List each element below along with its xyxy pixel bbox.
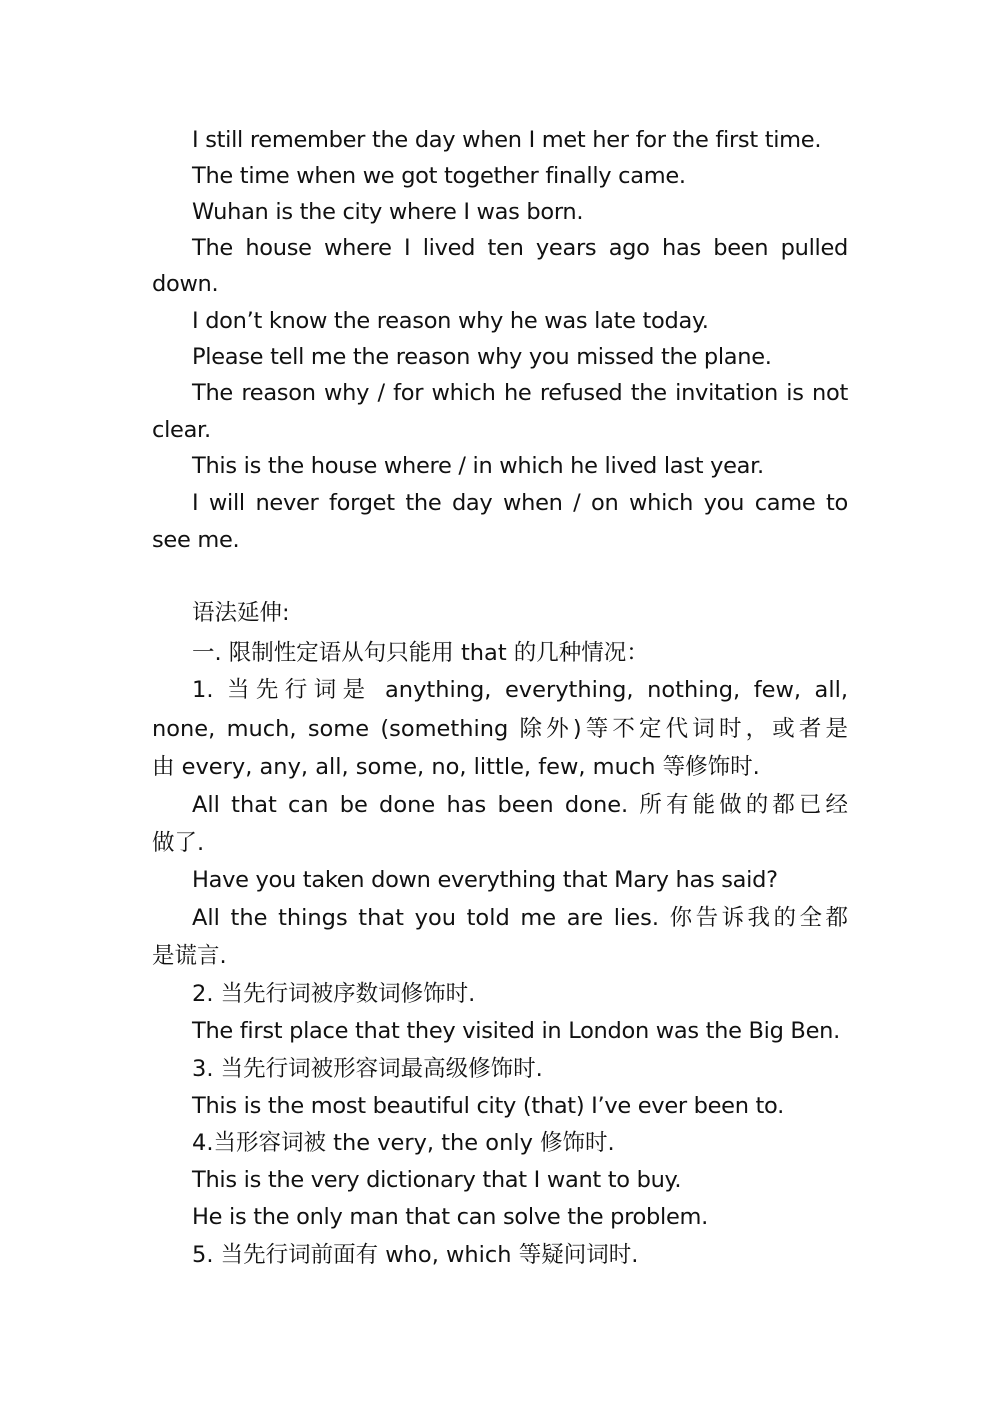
example-sentence: All that can be done has been done. 所有能做的都已经 — [192, 792, 848, 818]
rule-item: 3. 当先行词被形容词最高级修饰时. — [192, 1056, 543, 1082]
example-sentence-continuation: see me. — [152, 527, 240, 553]
example-sentence: Have you taken down everything that Mary has said? — [192, 867, 778, 893]
example-sentence: I will never forget the day when / on which you came to — [192, 490, 848, 516]
example-sentence: The house where I lived ten years ago has been pulled — [192, 235, 848, 261]
example-sentence: I don’t know the reason why he was late today. — [192, 308, 709, 334]
example-sentence: The reason why / for which he refused the invitation is not — [192, 380, 848, 406]
rule-item-continuation: 由 every, any, all, some, no, little, few, much 等修饰时. — [152, 754, 760, 780]
rule-item: 2. 当先行词被序数词修饰时. — [192, 981, 476, 1007]
section-subheading: 一. 限制性定语从句只能用 that 的几种情况： — [192, 640, 649, 666]
example-sentence: Wuhan is the city where I was born. — [192, 199, 584, 225]
rule-item: 4.当形容词被 the very, the only 修饰时. — [192, 1130, 615, 1156]
example-sentence: Please tell me the reason why you missed the plane. — [192, 344, 772, 370]
section-heading: 语法延伸: — [192, 600, 290, 626]
example-sentence: He is the only man that can solve the problem. — [192, 1204, 708, 1230]
example-sentence: All the things that you told me are lies. 你告诉我的全都 — [192, 905, 848, 931]
example-sentence-continuation: 做了. — [152, 830, 205, 856]
example-sentence-continuation: down. — [152, 271, 219, 297]
example-sentence: The first place that they visited in London was the Big Ben. — [192, 1018, 840, 1044]
example-sentence-continuation: 是谎言. — [152, 943, 227, 969]
example-sentence-continuation: clear. — [152, 417, 211, 443]
example-sentence: This is the house where / in which he lived last year. — [192, 453, 764, 479]
example-sentence: This is the very dictionary that I want to buy. — [192, 1167, 682, 1193]
example-sentence: I still remember the day when I met her for the first time. — [192, 127, 822, 153]
rule-item: 1. 当先行词是 anything, everything, nothing, few, all, — [192, 677, 848, 703]
rule-item: 5. 当先行词前面有 who, which 等疑问词时. — [192, 1242, 639, 1268]
example-sentence: The time when we got together finally came. — [192, 163, 686, 189]
rule-item-continuation: none, much, some (something 除外)等不定代词时，或者是 — [152, 716, 848, 742]
example-sentence: This is the most beautiful city (that) I’ve ever been to. — [192, 1093, 784, 1119]
